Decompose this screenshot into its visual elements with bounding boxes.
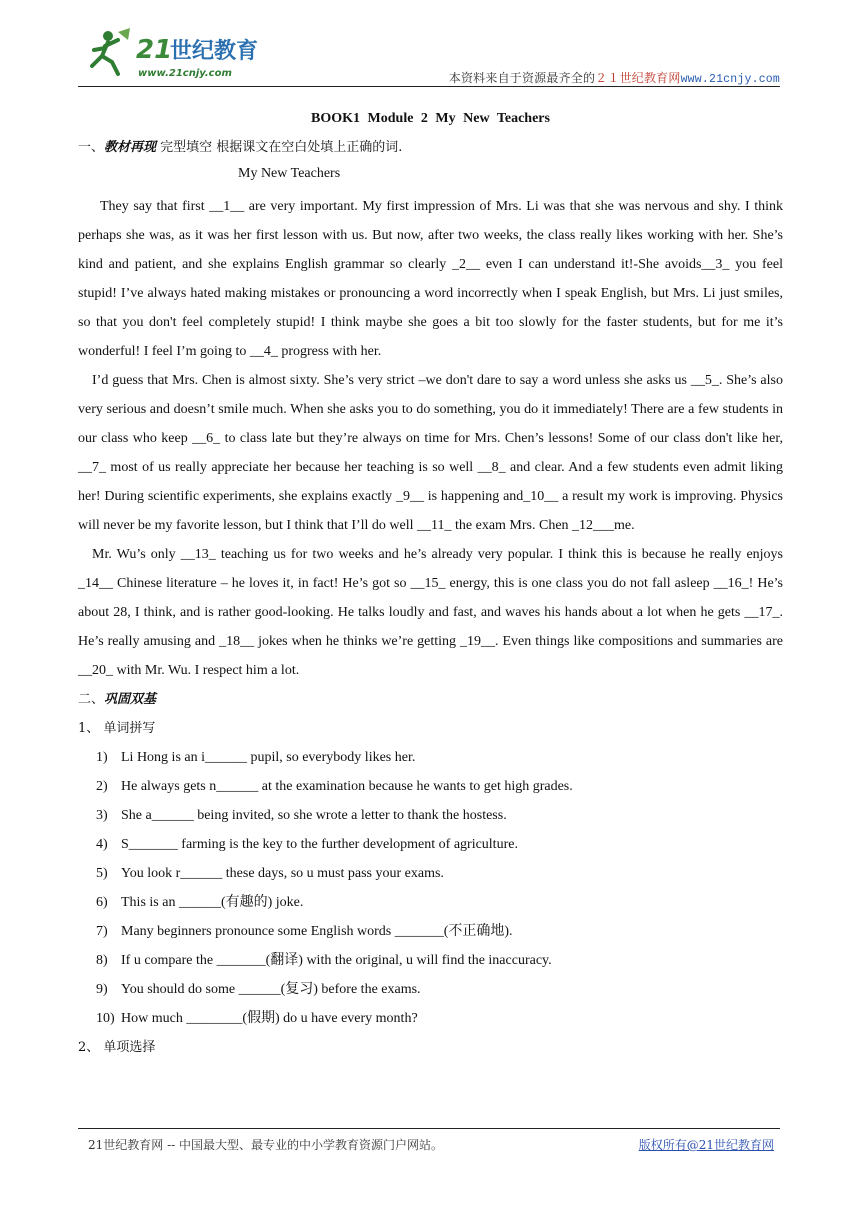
footer-copyright-link[interactable]: 版权所有@21世纪教育网 — [638, 1138, 774, 1152]
section-2-heading — [78, 685, 783, 714]
section-2-number: 二、 — [78, 692, 105, 707]
subsection-spelling-heading: 1、 单词拼写 — [78, 721, 156, 736]
section-1-number: 一、 — [78, 140, 105, 155]
subsection-choice-heading: 2、 单项选择 — [78, 1040, 156, 1055]
exercise-number: 1) — [96, 750, 108, 765]
spelling-exercise-list — [78, 743, 783, 1033]
header-divider — [78, 86, 780, 87]
section-1-heading — [78, 138, 783, 158]
exercise-item — [78, 859, 783, 888]
exercise-text: He always gets n______ at the examination because he wants to get high grades. — [121, 779, 573, 794]
exercise-number: 4) — [96, 837, 108, 852]
document-body — [78, 110, 783, 1062]
header-note-prefix: 本资料来自于资源最齐全的 — [448, 71, 596, 85]
section-1-label: 教材再现 — [104, 140, 157, 155]
exercise-number: 6) — [96, 895, 108, 910]
svg-text:世纪教育: 世纪教育 — [170, 39, 259, 64]
document-title: BOOK1 Module 2 My New Teachers — [311, 111, 550, 126]
exercise-item — [78, 917, 783, 946]
section-2-label: 巩固双基 — [104, 692, 157, 707]
header-note-highlight: ２１世纪教育网 — [595, 71, 681, 85]
passage-paragraph-3: Mr. Wu’s only __13_ teaching us for two weeks and he’s already very popular. I think this is because he really enjoys _14__ Chinese literature – he loves it, in fact! He’s got so __15_ energy, this is one class you do not fall asleep __16_! He’s about 28, I think, and is rather good-looking. He talks loudly and fast, and waves his hands about a lot when he gets __17_. He’s really amusing and _18__ jokes when he thinks we’re getting _19__. Even things like compositions and summaries are __20_ with Mr. Wu. I respect him a lot. — [78, 547, 783, 678]
passage-paragraph-1: They say that first __1__ are very important. My first impression of Mrs. Li was that she was nervous and shy. I think perhaps she was, as it was her first lesson with us. But now, after two weeks, the class really likes working with her. She’s kind and patient, and she explains English grammar so clearly _2__ even I can understand it!-She avoids__3_ you feel stupid! I’ve always hated making mistakes or pronouncing a word incorrectly when I speak English, but Mrs. Li just smiles, so that you don't feel completely stupid! I think maybe she goes a bit too slowly for the faster students, but for me it’s wonderful! I feel I’m going to __4_ progress with her. — [78, 199, 783, 359]
passage-title: My New Teachers — [238, 166, 341, 181]
section-1-instruction: 完型填空 根据课文在空白处填上正确的词. — [156, 140, 403, 155]
exercise-number: 9) — [96, 982, 108, 997]
svg-text:21: 21 — [136, 35, 173, 65]
exercise-item — [78, 772, 783, 801]
exercise-number: 5) — [96, 866, 108, 881]
header-url-link[interactable]: www.21cnjy.com — [680, 73, 780, 86]
exercise-number: 3) — [96, 808, 108, 823]
exercise-text: Many beginners pronounce some English words _______(不正确地). — [121, 924, 513, 939]
exercise-text: You should do some ______(复习) before the exams. — [121, 982, 421, 997]
header-source-note — [449, 69, 780, 86]
exercise-item — [78, 946, 783, 975]
exercise-text: S_______ farming is the key to the further development of agriculture. — [121, 837, 518, 852]
exercise-item — [78, 743, 783, 772]
exercise-number: 8) — [96, 953, 108, 968]
exercise-number: 10) — [96, 1011, 115, 1026]
exercise-number: 7) — [96, 924, 108, 939]
exercise-item — [78, 801, 783, 830]
exercise-text: She a______ being invited, so she wrote a letter to thank the hostess. — [121, 808, 507, 823]
footer-divider — [78, 1128, 780, 1129]
exercise-item — [78, 830, 783, 859]
exercise-text: If u compare the _______(翻译) with the original, u will find the inaccuracy. — [121, 953, 552, 968]
exercise-text: How much ________(假期) do u have every month? — [121, 1011, 418, 1026]
exercise-item — [78, 975, 783, 1004]
site-logo — [78, 26, 278, 84]
svg-text:www.21cnjy.com: www.21cnjy.com — [138, 68, 232, 79]
exercise-text: This is an ______(有趣的) joke. — [121, 895, 304, 910]
exercise-number: 2) — [96, 779, 108, 794]
exercise-item — [78, 1004, 783, 1033]
page-header — [78, 18, 780, 86]
exercise-text: Li Hong is an i______ pupil, so everybody likes her. — [121, 750, 416, 765]
exercise-item — [78, 888, 783, 917]
footer-site-description: 21世纪教育网 -- 中国最大型、最专业的中小学教育资源门户网站。 — [88, 1138, 444, 1152]
runner-icon — [92, 28, 130, 74]
exercise-text: You look r______ these days, so u must pass your exams. — [121, 866, 444, 881]
passage-paragraph-2: I’d guess that Mrs. Chen is almost sixty. She’s very strict –we don't dare to say a word unless she asks us __5_. She’s also very serious and doesn’t smile much. When she asks you to do something, you do it immediately! There are a few students in our class who keep __6_ to class late but they’re always on time for Mrs. Chen’s lessons! Some of our class don't like her, __7_ most of us really appreciate her because her teaching is so well __8_ and clear. And a few students even admit liking her! During scientific experiments, she explains exactly _9__ is happening and_10__ a result my work is improving. Physics will never be my favorite lesson, but I think that I’ll do well __11_ the exam Mrs. Chen _12___me. — [78, 373, 783, 533]
